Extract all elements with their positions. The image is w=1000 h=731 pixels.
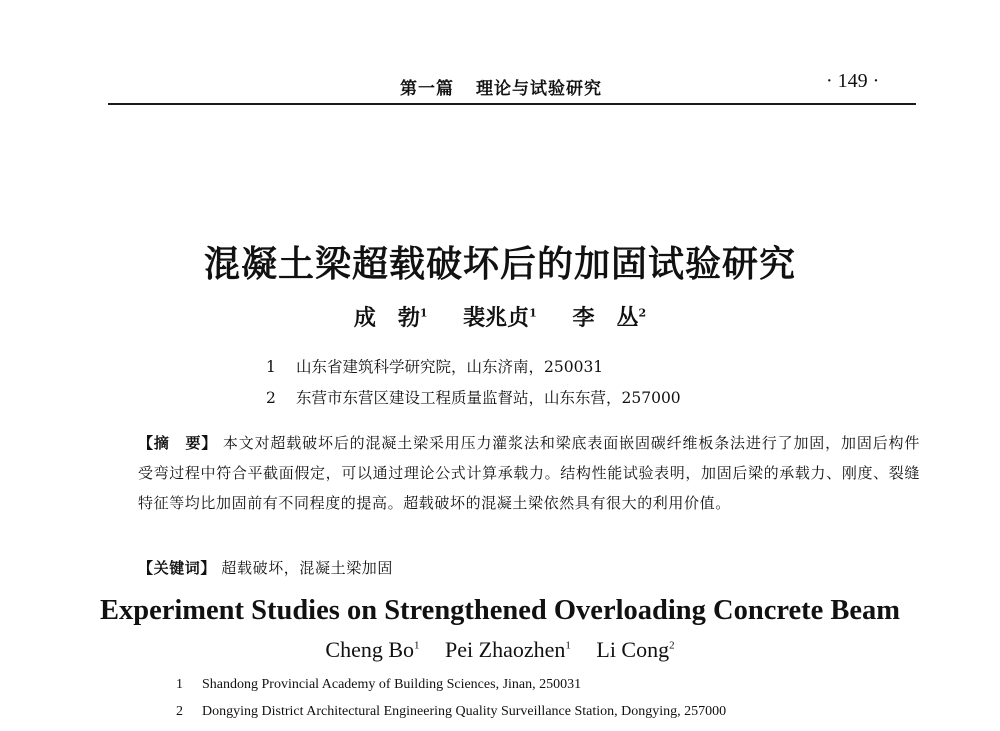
author-list-cn [0, 301, 1000, 332]
part-label: 第一篇 [400, 79, 454, 99]
author-cn: 李 丛$^2$ [572, 305, 647, 331]
author-cn: 成 勃$^1$ [353, 305, 428, 331]
affiliation-en: 2 Dongying District Architectural Engineering Quality Surveillance Station, Dongying, 257000 [176, 704, 727, 719]
page-number: · 149 · [826, 70, 880, 92]
author-list-en [0, 637, 1000, 663]
abstract-text: 本文对超载破坏后的混凝土梁采用压力灌浆法和梁底表面嵌固碳纤维板条法进行了加固，加固后构件受弯过程中符合平截面假定，可以通过理论公式计算承载力。结构性能试验表明，加固后梁的承载力、刚度、裂缝特征等均比加固前有不同程度的提高。超载破坏的混凝土梁依然具有很大的利用价值。 [138, 434, 920, 512]
section-label: 理论与试验研究 [476, 79, 602, 99]
author-en: Li Cong$^2$ [596, 637, 675, 662]
affiliation-cn: 1 山东省建筑科学研究院，山东济南，250031 [266, 358, 604, 376]
paper-title-cn: 混凝土梁超载破坏后的加固试验研究 [203, 243, 796, 285]
running-header [400, 74, 602, 99]
keywords [138, 557, 393, 578]
keywords-label: 【关键词】 [138, 559, 217, 577]
author-cn: 裴兆贞$^1$ [463, 305, 537, 331]
affiliation-en: 1 Shandong Provincial Academy of Building Sciences, Jinan, 250031 [176, 677, 582, 692]
affiliation-cn: 2 东营市东营区建设工程质量监督站，山东东营，257000 [266, 389, 681, 407]
author-en: Cheng Bo$^1$ [325, 637, 420, 662]
keywords-text: 超载破坏，混凝土梁加固 [221, 559, 393, 577]
header-rule [108, 103, 916, 105]
paper-title-en: Experiment Studies on Strengthened Overloading Concrete Beam [99, 595, 901, 626]
abstract-label: 【摘 要】 [138, 434, 218, 452]
author-en: Pei Zhaozhen$^1$ [445, 637, 571, 662]
abstract [138, 428, 920, 518]
